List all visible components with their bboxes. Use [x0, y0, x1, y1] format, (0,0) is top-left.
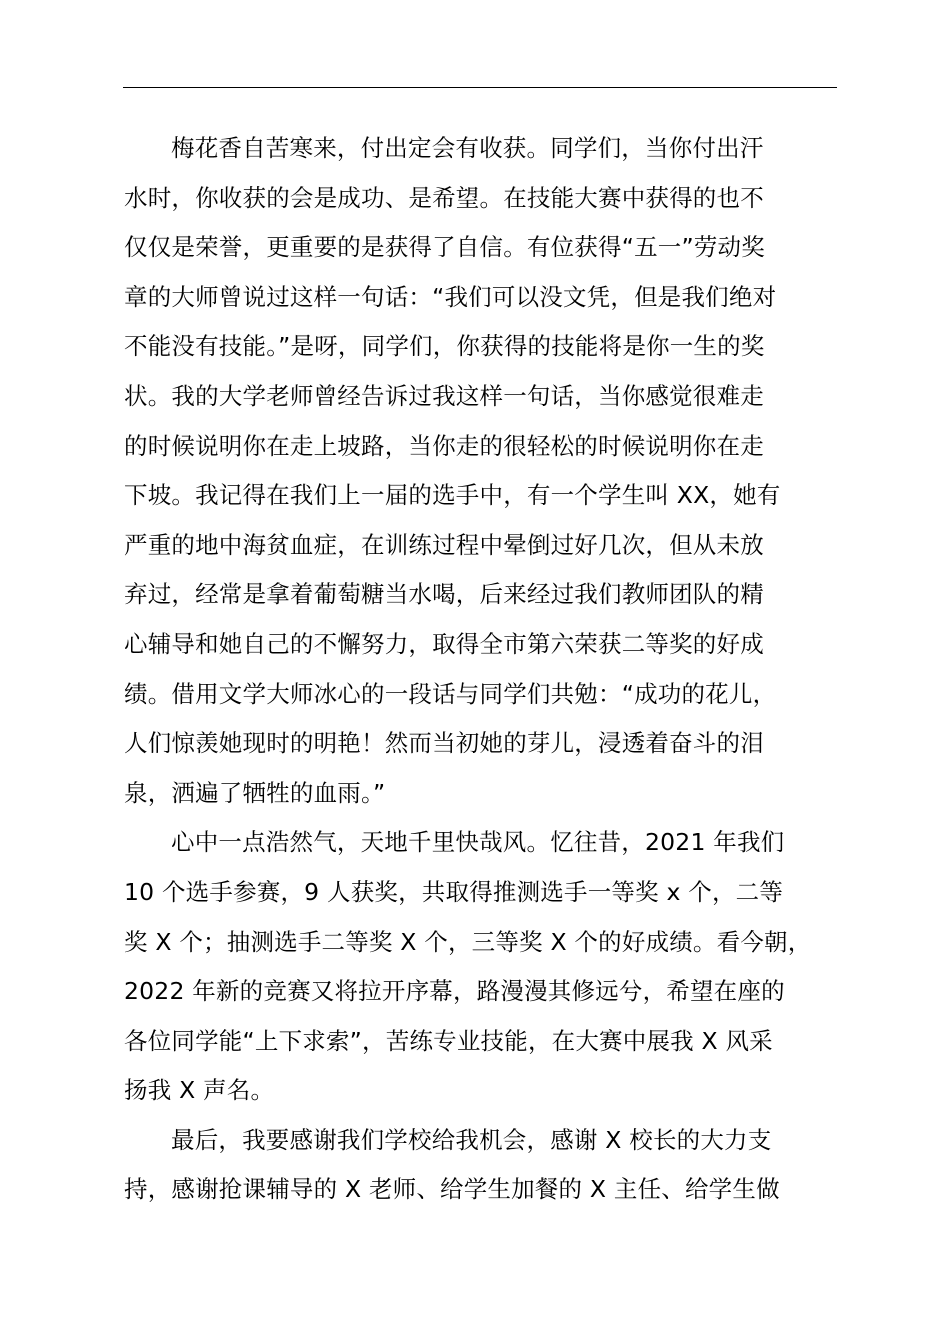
text-line: 章的大师曾说过这样一句话：“我们可以没文凭，但是我们绝对 — [124, 282, 777, 311]
text-line: 心辅导和她自己的不懈努力，取得全市第六荣获二等奖的好成 — [124, 629, 764, 658]
text-line: 下坡。我记得在我们上一届的选手中，有一个学生叫 XX，她有 — [124, 481, 781, 510]
document-body — [124, 124, 838, 1215]
text-line: 扬我 X 声名。 — [124, 1076, 275, 1105]
text-line: 弃过，经常是拿着葡萄糖当水喝，后来经过我们教师团队的精 — [124, 580, 764, 609]
text-line: 梅花香自苦寒来，付出定会有收获。同学们，当你付出汗 — [171, 134, 764, 162]
text-line: 2022 年新的竞赛又将拉开序幕，路漫漫其修远兮，希望在座的 — [124, 977, 785, 1006]
text-line: 不能没有技能。”是呀，同学们，你获得的技能将是你一生的奖 — [124, 332, 765, 361]
text-line: 10 个选手参赛，9 人获奖，共取得推测选手一等奖 x 个，二等 — [124, 877, 784, 906]
text-line: 最后，我要感谢我们学校给我机会，感谢 X 校长的大力支 — [171, 1125, 772, 1154]
header-rule — [123, 87, 837, 88]
text-line: 绩。借用文学大师冰心的一段话与同学们共勉：“成功的花儿， — [124, 679, 777, 708]
text-line: 泉，洒遍了牺牲的血雨。” — [124, 778, 386, 807]
text-line: 奖 X 个；抽测选手二等奖 X 个，三等奖 X 个的好成绩。看今朝， — [124, 927, 812, 956]
paragraph — [124, 818, 838, 1116]
text-line: 各位同学能“上下求索”，苦练专业技能，在大赛中展我 X 风采 — [124, 1026, 773, 1055]
text-line: 持，感谢抢课辅导的 X 老师、给学生加餐的 X 主任、给学生做 — [124, 1175, 780, 1204]
text-line: 严重的地中海贫血症，在训练过程中晕倒过好几次，但从未放 — [124, 530, 764, 559]
text-line: 心中一点浩然气，天地千里快哉风。忆往昔，2021 年我们 — [171, 828, 785, 857]
text-line: 水时，你收获的会是成功、是希望。在技能大赛中获得的也不 — [124, 183, 764, 212]
text-line: 状。我的大学老师曾经告诉过我这样一句话，当你感觉很难走 — [124, 381, 764, 410]
paragraph — [124, 124, 838, 818]
text-line: 仅仅是荣誉，更重要的是获得了自信。有位获得“五一”劳动奖 — [124, 233, 765, 262]
text-line: 的时候说明你在走上坡路，当你走的很轻松的时候说明你在走 — [124, 431, 764, 460]
text-line: 人们惊羡她现时的明艳！然而当初她的芽儿，浸透着奋斗的泪 — [124, 729, 764, 758]
paragraph — [124, 1116, 838, 1215]
